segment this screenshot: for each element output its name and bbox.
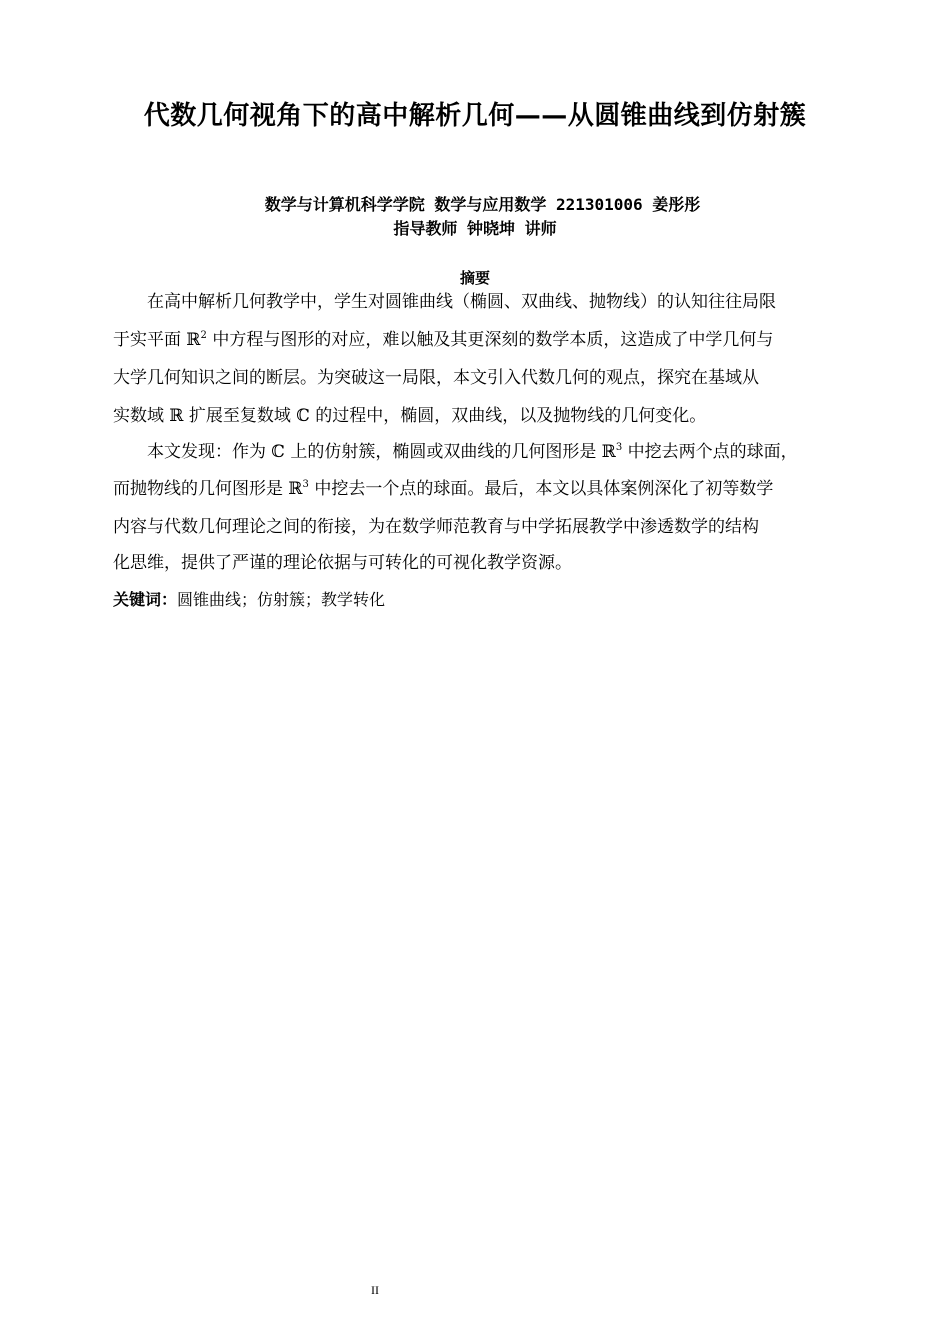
superscript: 2 — [200, 330, 207, 341]
paper-title: 代数几何视角下的高中解析几何——从圆锥曲线到仿射簇 — [143, 101, 807, 131]
abstract-text: 于实平面 ℝ — [113, 330, 201, 350]
keywords-line — [113, 588, 385, 612]
abstract-text: 中挖去一个点的球面。最后，本文以具体案例深化了初等数学 — [308, 479, 774, 499]
abstract-p1-line-1 — [147, 289, 776, 315]
abstract-p1-line-4 — [113, 403, 706, 429]
abstract-text: 大学几何知识之间的断层。为突破这一局限，本文引入代数几何的观点，探究在基域从 — [113, 368, 759, 388]
advisor-line: 指导教师 钟晓坤 讲师 — [393, 219, 557, 238]
abstract-text: 中方程与图形的对应，难以触及其更深刻的数学本质，这造成了中学几何与 — [206, 330, 774, 350]
keywords-text: 圆锥曲线；仿射簇；教学转化 — [177, 590, 386, 609]
abstract-text: 内容与代数几何理论之间的衔接，为在数学师范教育与中学拓展教学中渗透数学的结构 — [113, 517, 759, 537]
abstract-text: 本文发现：作为 ℂ 上的仿射簇，椭圆或双曲线的几何图形是 ℝ — [147, 442, 616, 462]
abstract-text: 化思维，提供了严谨的理论依据与可转化的可视化教学资源。 — [113, 553, 572, 573]
abstract-p1-line-3 — [113, 365, 759, 391]
abstract-text: 在高中解析几何教学中，学生对圆锥曲线（椭圆、双曲线、抛物线）的认知往往局限 — [147, 292, 776, 312]
abstract-p1-line-2 — [113, 327, 773, 353]
abstract-heading: 摘要 — [459, 269, 490, 287]
superscript: 3 — [615, 442, 623, 453]
abstract-text: 中挖去两个点的球面， — [622, 442, 798, 462]
abstract-p2-line-3 — [113, 514, 759, 540]
superscript: 3 — [302, 479, 309, 490]
abstract-p2-line-4 — [113, 550, 572, 576]
page-number: II — [371, 1283, 379, 1297]
abstract-p2-line-1 — [147, 439, 798, 465]
abstract-text: 实数域 ℝ 扩展至复数域 ℂ 的过程中，椭圆，双曲线，以及抛物线的几何变化。 — [113, 406, 707, 426]
abstract-text: 而抛物线的几何图形是 ℝ — [113, 479, 303, 499]
keywords-label: 关键词： — [113, 590, 178, 609]
author-line: 数学与计算机科学学院 数学与应用数学 221301006 姜彤彤 — [264, 195, 701, 214]
abstract-p2-line-2 — [113, 476, 773, 502]
